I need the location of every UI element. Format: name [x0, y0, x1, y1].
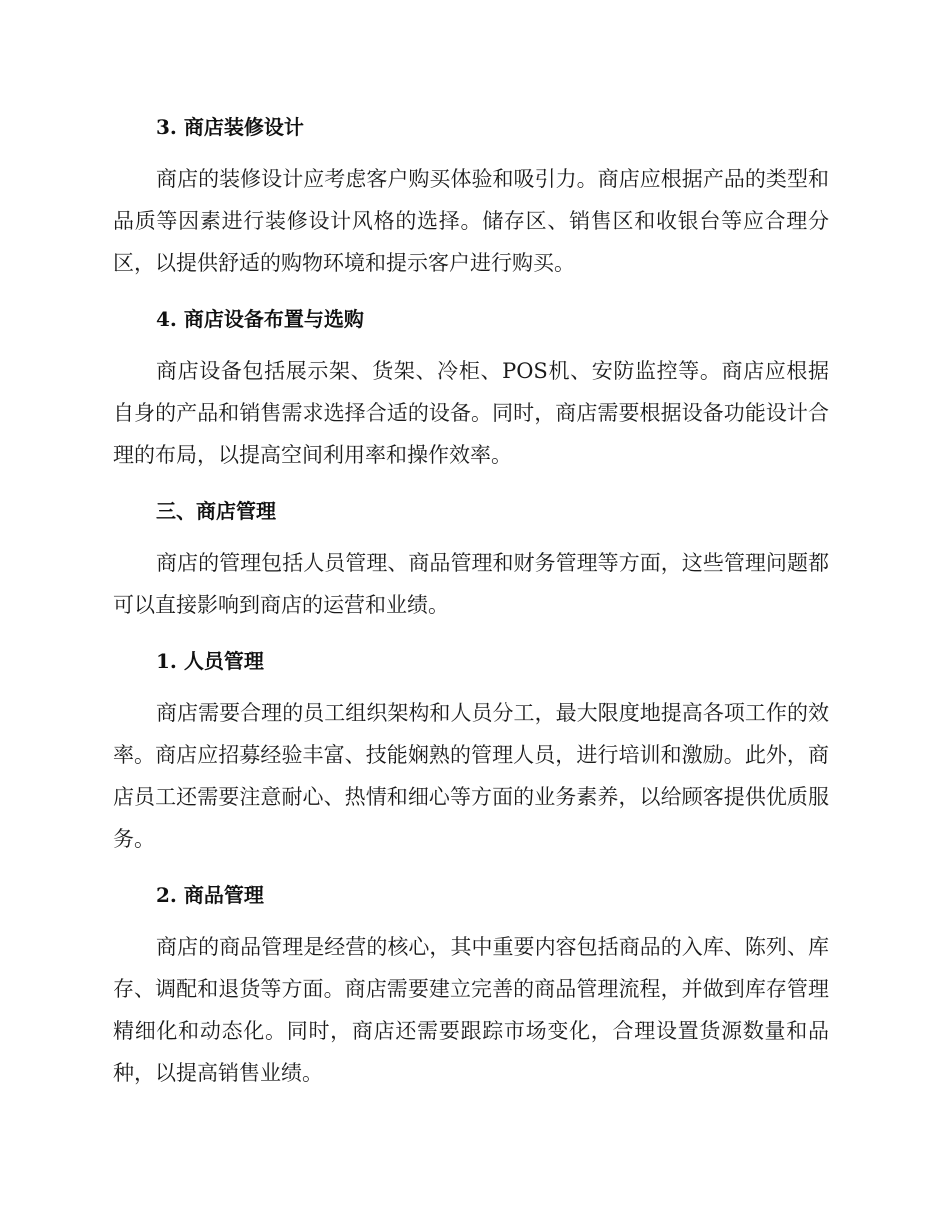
section-paragraph-personnel-management: 商店需要合理的员工组织架构和人员分工，最大限度地提高各项工作的效率。商店应招募经验丰富、技能娴熟的管理人员，进行培训和激励。此外，商店员工还需要注意耐心、热情和细心等方面的业务素养，以给顾客提供优质服务。 — [113, 701, 829, 851]
section-heading-goods-management: 2. 商品管理 — [156, 883, 264, 907]
section-heading-store-decoration: 3. 商店装修设计 — [156, 115, 304, 139]
section-heading-store-equipment: 4. 商店设备布置与选购 — [156, 307, 364, 331]
section-paragraph-store-management: 商店的管理包括人员管理、商品管理和财务管理等方面，这些管理问题都可以直接影响到商店的运营和业绩。 — [113, 551, 829, 617]
section-paragraph-store-decoration: 商店的装修设计应考虑客户购买体验和吸引力。商店应根据产品的类型和品质等因素进行装修设计风格的选择。储存区、销售区和收银台等应合理分区，以提供舒适的购物环境和提示客户进行购买。 — [113, 167, 829, 275]
section-paragraph-store-equipment: 商店设备包括展示架、货架、冷柜、POS机、安防监控等。商店应根据自身的产品和销售需求选择合适的设备。同时，商店需要根据设备功能设计合理的布局，以提高空间利用率和操作效率。 — [113, 359, 829, 467]
section-heading-personnel-management: 1. 人员管理 — [156, 649, 264, 673]
section-paragraph-goods-management: 商店的商品管理是经营的核心，其中重要内容包括商品的入库、陈列、库存、调配和退货等方面。商店需要建立完善的商品管理流程，并做到库存管理精细化和动态化。同时，商店还需要跟踪市场变化，合理设置货源数量和品种，以提高销售业绩。 — [113, 935, 829, 1085]
section-heading-store-management: 三、商店管理 — [156, 499, 276, 523]
document-body — [113, 108, 829, 1094]
